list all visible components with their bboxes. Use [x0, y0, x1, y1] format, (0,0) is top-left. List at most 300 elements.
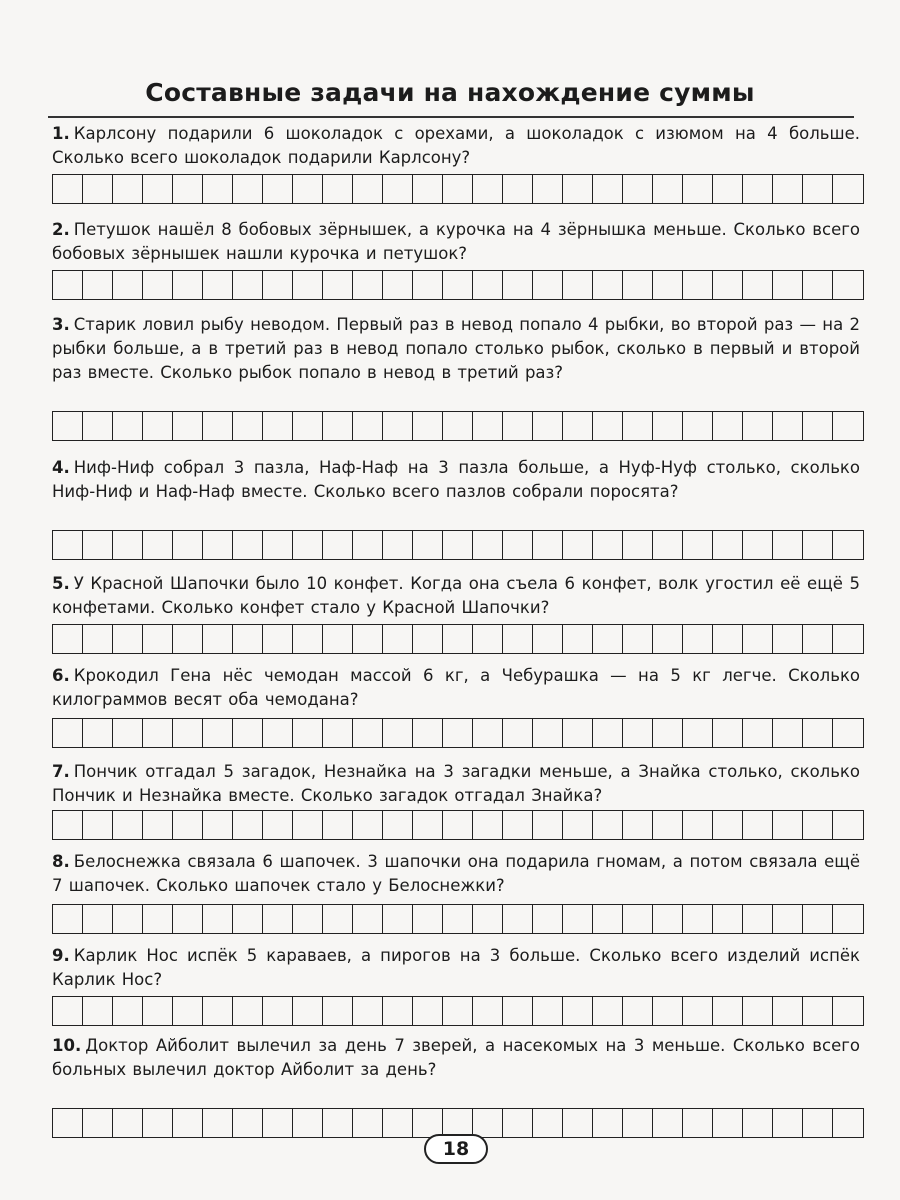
- answer-cell[interactable]: [833, 531, 863, 559]
- answer-cell[interactable]: [683, 811, 713, 839]
- answer-cell[interactable]: [203, 719, 233, 747]
- answer-cell[interactable]: [713, 1109, 743, 1137]
- answer-cell[interactable]: [833, 412, 863, 440]
- answer-cell[interactable]: [563, 625, 593, 653]
- answer-cell[interactable]: [443, 271, 473, 299]
- answer-cell[interactable]: [113, 1109, 143, 1137]
- answer-cell[interactable]: [263, 531, 293, 559]
- answer-cell[interactable]: [233, 905, 263, 933]
- answer-cell[interactable]: [503, 811, 533, 839]
- answer-cell[interactable]: [263, 1109, 293, 1137]
- answer-cell[interactable]: [683, 271, 713, 299]
- answer-cell[interactable]: [53, 412, 83, 440]
- answer-cell[interactable]: [143, 1109, 173, 1137]
- answer-cell[interactable]: [353, 1109, 383, 1137]
- task-10: [52, 1034, 860, 1082]
- answer-cell[interactable]: [713, 811, 743, 839]
- answer-cell[interactable]: [683, 997, 713, 1025]
- answer-cell[interactable]: [173, 271, 203, 299]
- answer-cell[interactable]: [593, 271, 623, 299]
- answer-cell[interactable]: [143, 175, 173, 203]
- answer-cell[interactable]: [53, 811, 83, 839]
- answer-cell[interactable]: [473, 997, 503, 1025]
- answer-cell[interactable]: [623, 175, 653, 203]
- answer-cell[interactable]: [353, 271, 383, 299]
- answer-cell[interactable]: [413, 625, 443, 653]
- answer-cell[interactable]: [833, 719, 863, 747]
- answer-cell[interactable]: [263, 719, 293, 747]
- answer-cell[interactable]: [323, 1109, 353, 1137]
- answer-cell[interactable]: [833, 997, 863, 1025]
- answer-cell[interactable]: [773, 271, 803, 299]
- answer-cell[interactable]: [743, 719, 773, 747]
- answer-cell[interactable]: [413, 997, 443, 1025]
- answer-cell[interactable]: [803, 271, 833, 299]
- answer-cell[interactable]: [353, 905, 383, 933]
- answer-cell[interactable]: [653, 997, 683, 1025]
- answer-cell[interactable]: [293, 905, 323, 933]
- answer-cell[interactable]: [503, 905, 533, 933]
- answer-cell[interactable]: [713, 719, 743, 747]
- answer-cell[interactable]: [533, 905, 563, 933]
- answer-cell[interactable]: [503, 719, 533, 747]
- answer-cell[interactable]: [83, 811, 113, 839]
- answer-cell[interactable]: [773, 997, 803, 1025]
- answer-cell[interactable]: [323, 997, 353, 1025]
- answer-cell[interactable]: [653, 271, 683, 299]
- task-number: 7.: [52, 762, 70, 781]
- answer-cell[interactable]: [113, 719, 143, 747]
- answer-cell[interactable]: [503, 625, 533, 653]
- answer-cell[interactable]: [173, 719, 203, 747]
- answer-cell[interactable]: [773, 625, 803, 653]
- answer-cell[interactable]: [683, 905, 713, 933]
- answer-cell[interactable]: [83, 271, 113, 299]
- answer-cell[interactable]: [833, 1109, 863, 1137]
- answer-cell[interactable]: [503, 1109, 533, 1137]
- answer-cell[interactable]: [443, 811, 473, 839]
- answer-cell[interactable]: [443, 531, 473, 559]
- answer-cell[interactable]: [623, 625, 653, 653]
- answer-cell[interactable]: [563, 719, 593, 747]
- answer-cell[interactable]: [623, 811, 653, 839]
- answer-cell[interactable]: [173, 175, 203, 203]
- answer-cell[interactable]: [443, 1109, 473, 1137]
- answer-grid[interactable]: [52, 411, 864, 441]
- answer-cell[interactable]: [503, 412, 533, 440]
- answer-cell[interactable]: [803, 905, 833, 933]
- answer-cell[interactable]: [113, 271, 143, 299]
- task-number: 6.: [52, 666, 70, 685]
- answer-cell[interactable]: [803, 997, 833, 1025]
- task-number: 1.: [52, 124, 70, 143]
- answer-cell[interactable]: [53, 997, 83, 1025]
- answer-cell[interactable]: [83, 531, 113, 559]
- answer-cell[interactable]: [473, 625, 503, 653]
- answer-cell[interactable]: [713, 905, 743, 933]
- answer-cell[interactable]: [383, 412, 413, 440]
- answer-cell[interactable]: [353, 997, 383, 1025]
- answer-cell[interactable]: [53, 625, 83, 653]
- answer-cell[interactable]: [533, 997, 563, 1025]
- answer-cell[interactable]: [413, 811, 443, 839]
- task-text: [52, 760, 860, 808]
- answer-cell[interactable]: [593, 412, 623, 440]
- answer-cell[interactable]: [833, 811, 863, 839]
- answer-grid[interactable]: [52, 174, 864, 204]
- answer-cell[interactable]: [713, 175, 743, 203]
- answer-cell[interactable]: [683, 1109, 713, 1137]
- answer-cell[interactable]: [53, 271, 83, 299]
- answer-cell[interactable]: [443, 625, 473, 653]
- answer-cell[interactable]: [263, 412, 293, 440]
- task-text: [52, 944, 860, 992]
- answer-cell[interactable]: [593, 175, 623, 203]
- answer-cell[interactable]: [323, 905, 353, 933]
- answer-cell[interactable]: [533, 412, 563, 440]
- answer-cell[interactable]: [563, 175, 593, 203]
- answer-cell[interactable]: [443, 997, 473, 1025]
- answer-cell[interactable]: [833, 271, 863, 299]
- answer-cell[interactable]: [53, 531, 83, 559]
- answer-cell[interactable]: [113, 997, 143, 1025]
- answer-cell[interactable]: [593, 719, 623, 747]
- answer-cell[interactable]: [713, 412, 743, 440]
- answer-cell[interactable]: [263, 811, 293, 839]
- answer-cell[interactable]: [713, 997, 743, 1025]
- task-9: [52, 944, 860, 992]
- answer-cell[interactable]: [803, 1109, 833, 1137]
- answer-cell[interactable]: [203, 625, 233, 653]
- answer-cell[interactable]: [533, 811, 563, 839]
- answer-cell[interactable]: [143, 531, 173, 559]
- answer-cell[interactable]: [563, 1109, 593, 1137]
- answer-cell[interactable]: [653, 175, 683, 203]
- answer-cell[interactable]: [143, 625, 173, 653]
- answer-cell[interactable]: [83, 1109, 113, 1137]
- answer-cell[interactable]: [563, 811, 593, 839]
- answer-cell[interactable]: [653, 811, 683, 839]
- answer-cell[interactable]: [443, 905, 473, 933]
- answer-cell[interactable]: [173, 531, 203, 559]
- answer-cell[interactable]: [623, 719, 653, 747]
- answer-grid[interactable]: [52, 624, 864, 654]
- answer-grid[interactable]: [52, 996, 864, 1026]
- answer-cell[interactable]: [83, 905, 113, 933]
- answer-cell[interactable]: [293, 719, 323, 747]
- answer-cell[interactable]: [293, 625, 323, 653]
- answer-cell[interactable]: [653, 625, 683, 653]
- answer-cell[interactable]: [743, 271, 773, 299]
- answer-cell[interactable]: [563, 531, 593, 559]
- answer-cell[interactable]: [623, 531, 653, 559]
- answer-cell[interactable]: [293, 997, 323, 1025]
- answer-grid[interactable]: [52, 718, 864, 748]
- answer-cell[interactable]: [503, 175, 533, 203]
- answer-cell[interactable]: [113, 811, 143, 839]
- answer-cell[interactable]: [383, 625, 413, 653]
- answer-cell[interactable]: [533, 625, 563, 653]
- answer-cell[interactable]: [233, 531, 263, 559]
- answer-cell[interactable]: [803, 531, 833, 559]
- answer-cell[interactable]: [773, 905, 803, 933]
- answer-cell[interactable]: [203, 412, 233, 440]
- answer-cell[interactable]: [203, 271, 233, 299]
- answer-cell[interactable]: [323, 625, 353, 653]
- answer-cell[interactable]: [53, 905, 83, 933]
- answer-cell[interactable]: [233, 719, 263, 747]
- answer-cell[interactable]: [353, 412, 383, 440]
- answer-cell[interactable]: [143, 997, 173, 1025]
- answer-cell[interactable]: [383, 811, 413, 839]
- answer-cell[interactable]: [443, 412, 473, 440]
- answer-cell[interactable]: [173, 811, 203, 839]
- answer-cell[interactable]: [563, 412, 593, 440]
- answer-cell[interactable]: [803, 175, 833, 203]
- answer-cell[interactable]: [563, 271, 593, 299]
- answer-cell[interactable]: [803, 412, 833, 440]
- answer-cell[interactable]: [743, 412, 773, 440]
- task-text: [52, 572, 860, 620]
- answer-cell[interactable]: [443, 719, 473, 747]
- answer-cell[interactable]: [263, 905, 293, 933]
- answer-cell[interactable]: [473, 271, 503, 299]
- answer-cell[interactable]: [773, 811, 803, 839]
- answer-cell[interactable]: [653, 719, 683, 747]
- answer-cell[interactable]: [203, 811, 233, 839]
- task-text: [52, 313, 860, 385]
- answer-cell[interactable]: [323, 175, 353, 203]
- answer-cell[interactable]: [263, 271, 293, 299]
- answer-cell[interactable]: [473, 719, 503, 747]
- answer-cell[interactable]: [653, 531, 683, 559]
- answer-cell[interactable]: [293, 271, 323, 299]
- answer-cell[interactable]: [593, 1109, 623, 1137]
- task-4: [52, 456, 860, 504]
- answer-cell[interactable]: [473, 531, 503, 559]
- answer-cell[interactable]: [173, 412, 203, 440]
- answer-cell[interactable]: [413, 271, 443, 299]
- answer-cell[interactable]: [353, 175, 383, 203]
- answer-cell[interactable]: [533, 531, 563, 559]
- answer-cell[interactable]: [713, 271, 743, 299]
- answer-cell[interactable]: [203, 531, 233, 559]
- answer-grid[interactable]: [52, 904, 864, 934]
- answer-cell[interactable]: [623, 271, 653, 299]
- task-number: 9.: [52, 946, 70, 965]
- answer-cell[interactable]: [773, 175, 803, 203]
- task-text: [52, 850, 860, 898]
- answer-cell[interactable]: [713, 531, 743, 559]
- answer-cell[interactable]: [173, 905, 203, 933]
- answer-cell[interactable]: [173, 625, 203, 653]
- answer-cell[interactable]: [233, 1109, 263, 1137]
- answer-cell[interactable]: [383, 531, 413, 559]
- answer-cell[interactable]: [293, 1109, 323, 1137]
- answer-cell[interactable]: [593, 625, 623, 653]
- answer-cell[interactable]: [473, 905, 503, 933]
- answer-cell[interactable]: [623, 997, 653, 1025]
- answer-cell[interactable]: [533, 1109, 563, 1137]
- answer-cell[interactable]: [473, 811, 503, 839]
- answer-cell[interactable]: [473, 412, 503, 440]
- answer-cell[interactable]: [773, 1109, 803, 1137]
- answer-cell[interactable]: [233, 412, 263, 440]
- answer-grid[interactable]: [52, 530, 864, 560]
- answer-cell[interactable]: [533, 719, 563, 747]
- answer-cell[interactable]: [323, 811, 353, 839]
- answer-cell[interactable]: [353, 531, 383, 559]
- answer-cell[interactable]: [533, 271, 563, 299]
- answer-cell[interactable]: [593, 811, 623, 839]
- answer-cell[interactable]: [743, 531, 773, 559]
- answer-cell[interactable]: [173, 997, 203, 1025]
- answer-cell[interactable]: [503, 997, 533, 1025]
- answer-cell[interactable]: [233, 271, 263, 299]
- answer-cell[interactable]: [653, 412, 683, 440]
- answer-cell[interactable]: [233, 625, 263, 653]
- answer-cell[interactable]: [113, 175, 143, 203]
- answer-cell[interactable]: [113, 625, 143, 653]
- answer-cell[interactable]: [773, 412, 803, 440]
- answer-cell[interactable]: [353, 811, 383, 839]
- answer-cell[interactable]: [53, 719, 83, 747]
- answer-cell[interactable]: [143, 412, 173, 440]
- answer-cell[interactable]: [233, 997, 263, 1025]
- answer-cell[interactable]: [743, 811, 773, 839]
- answer-cell[interactable]: [83, 625, 113, 653]
- answer-cell[interactable]: [803, 811, 833, 839]
- answer-cell[interactable]: [803, 625, 833, 653]
- answer-cell[interactable]: [743, 175, 773, 203]
- answer-cell[interactable]: [293, 412, 323, 440]
- answer-cell[interactable]: [563, 997, 593, 1025]
- answer-cell[interactable]: [83, 719, 113, 747]
- answer-cell[interactable]: [353, 719, 383, 747]
- answer-cell[interactable]: [383, 1109, 413, 1137]
- answer-cell[interactable]: [743, 625, 773, 653]
- answer-cell[interactable]: [563, 905, 593, 933]
- answer-cell[interactable]: [683, 531, 713, 559]
- task-statement: Старик ловил рыбу неводом. Первый раз в невод попало 4 рыбки, во второй раз — на 2 рыбки больше, а в третий раз в невод попало столько рыбок, сколько в первый и второй раз вместе. Сколько рыбок попало в невод в третий раз?: [52, 315, 860, 382]
- answer-cell[interactable]: [803, 719, 833, 747]
- answer-cell[interactable]: [53, 175, 83, 203]
- answer-cell[interactable]: [683, 719, 713, 747]
- answer-cell[interactable]: [323, 412, 353, 440]
- answer-cell[interactable]: [83, 997, 113, 1025]
- answer-cell[interactable]: [203, 1109, 233, 1137]
- answer-cell[interactable]: [713, 625, 743, 653]
- answer-cell[interactable]: [833, 175, 863, 203]
- answer-cell[interactable]: [203, 905, 233, 933]
- answer-cell[interactable]: [473, 1109, 503, 1137]
- answer-cell[interactable]: [623, 905, 653, 933]
- answer-cell[interactable]: [323, 531, 353, 559]
- page-number: 18: [424, 1134, 488, 1164]
- answer-cell[interactable]: [53, 1109, 83, 1137]
- answer-cell[interactable]: [233, 811, 263, 839]
- answer-cell[interactable]: [413, 905, 443, 933]
- answer-cell[interactable]: [593, 905, 623, 933]
- answer-cell[interactable]: [353, 625, 383, 653]
- answer-cell[interactable]: [413, 412, 443, 440]
- answer-cell[interactable]: [233, 175, 263, 203]
- answer-cell[interactable]: [173, 1109, 203, 1137]
- answer-cell[interactable]: [413, 531, 443, 559]
- task-5: [52, 572, 860, 620]
- answer-cell[interactable]: [383, 905, 413, 933]
- answer-cell[interactable]: [113, 412, 143, 440]
- answer-cell[interactable]: [143, 811, 173, 839]
- answer-cell[interactable]: [83, 175, 113, 203]
- answer-cell[interactable]: [743, 1109, 773, 1137]
- answer-cell[interactable]: [383, 175, 413, 203]
- answer-cell[interactable]: [653, 1109, 683, 1137]
- answer-cell[interactable]: [413, 1109, 443, 1137]
- answer-cell[interactable]: [833, 625, 863, 653]
- answer-cell[interactable]: [83, 412, 113, 440]
- answer-cell[interactable]: [503, 531, 533, 559]
- answer-cell[interactable]: [773, 719, 803, 747]
- task-2: [52, 218, 860, 266]
- answer-cell[interactable]: [623, 1109, 653, 1137]
- answer-cell[interactable]: [413, 719, 443, 747]
- answer-cell[interactable]: [683, 175, 713, 203]
- task-1: [52, 122, 860, 170]
- answer-cell[interactable]: [263, 175, 293, 203]
- answer-cell[interactable]: [323, 719, 353, 747]
- answer-cell[interactable]: [683, 412, 713, 440]
- answer-cell[interactable]: [383, 271, 413, 299]
- answer-cell[interactable]: [533, 175, 563, 203]
- answer-cell[interactable]: [383, 719, 413, 747]
- answer-cell[interactable]: [593, 531, 623, 559]
- answer-cell[interactable]: [203, 997, 233, 1025]
- task-number: 5.: [52, 574, 70, 593]
- answer-cell[interactable]: [263, 625, 293, 653]
- answer-cell[interactable]: [743, 905, 773, 933]
- task-number: 3.: [52, 315, 70, 334]
- answer-grid[interactable]: [52, 270, 864, 300]
- answer-cell[interactable]: [143, 719, 173, 747]
- answer-cell[interactable]: [503, 271, 533, 299]
- task-number: 4.: [52, 458, 70, 477]
- answer-cell[interactable]: [143, 271, 173, 299]
- answer-cell[interactable]: [323, 271, 353, 299]
- answer-cell[interactable]: [443, 175, 473, 203]
- answer-grid[interactable]: [52, 810, 864, 840]
- answer-cell[interactable]: [623, 412, 653, 440]
- answer-cell[interactable]: [653, 905, 683, 933]
- answer-cell[interactable]: [113, 905, 143, 933]
- answer-cell[interactable]: [773, 531, 803, 559]
- answer-cell[interactable]: [143, 905, 173, 933]
- answer-cell[interactable]: [113, 531, 143, 559]
- answer-cell[interactable]: [383, 997, 413, 1025]
- answer-cell[interactable]: [293, 811, 323, 839]
- answer-cell[interactable]: [473, 175, 503, 203]
- answer-cell[interactable]: [743, 997, 773, 1025]
- answer-cell[interactable]: [593, 997, 623, 1025]
- answer-cell[interactable]: [413, 175, 443, 203]
- answer-cell[interactable]: [293, 531, 323, 559]
- answer-cell[interactable]: [293, 175, 323, 203]
- answer-cell[interactable]: [683, 625, 713, 653]
- task-statement: Ниф-Ниф собрал 3 пазла, Наф-Наф на 3 пазла больше, а Нуф-Нуф столько, сколько Ниф-Ниф и Наф-Наф вместе. Сколько всего пазлов собрали поросята?: [52, 458, 860, 501]
- answer-cell[interactable]: [263, 997, 293, 1025]
- answer-cell[interactable]: [833, 905, 863, 933]
- answer-cell[interactable]: [203, 175, 233, 203]
